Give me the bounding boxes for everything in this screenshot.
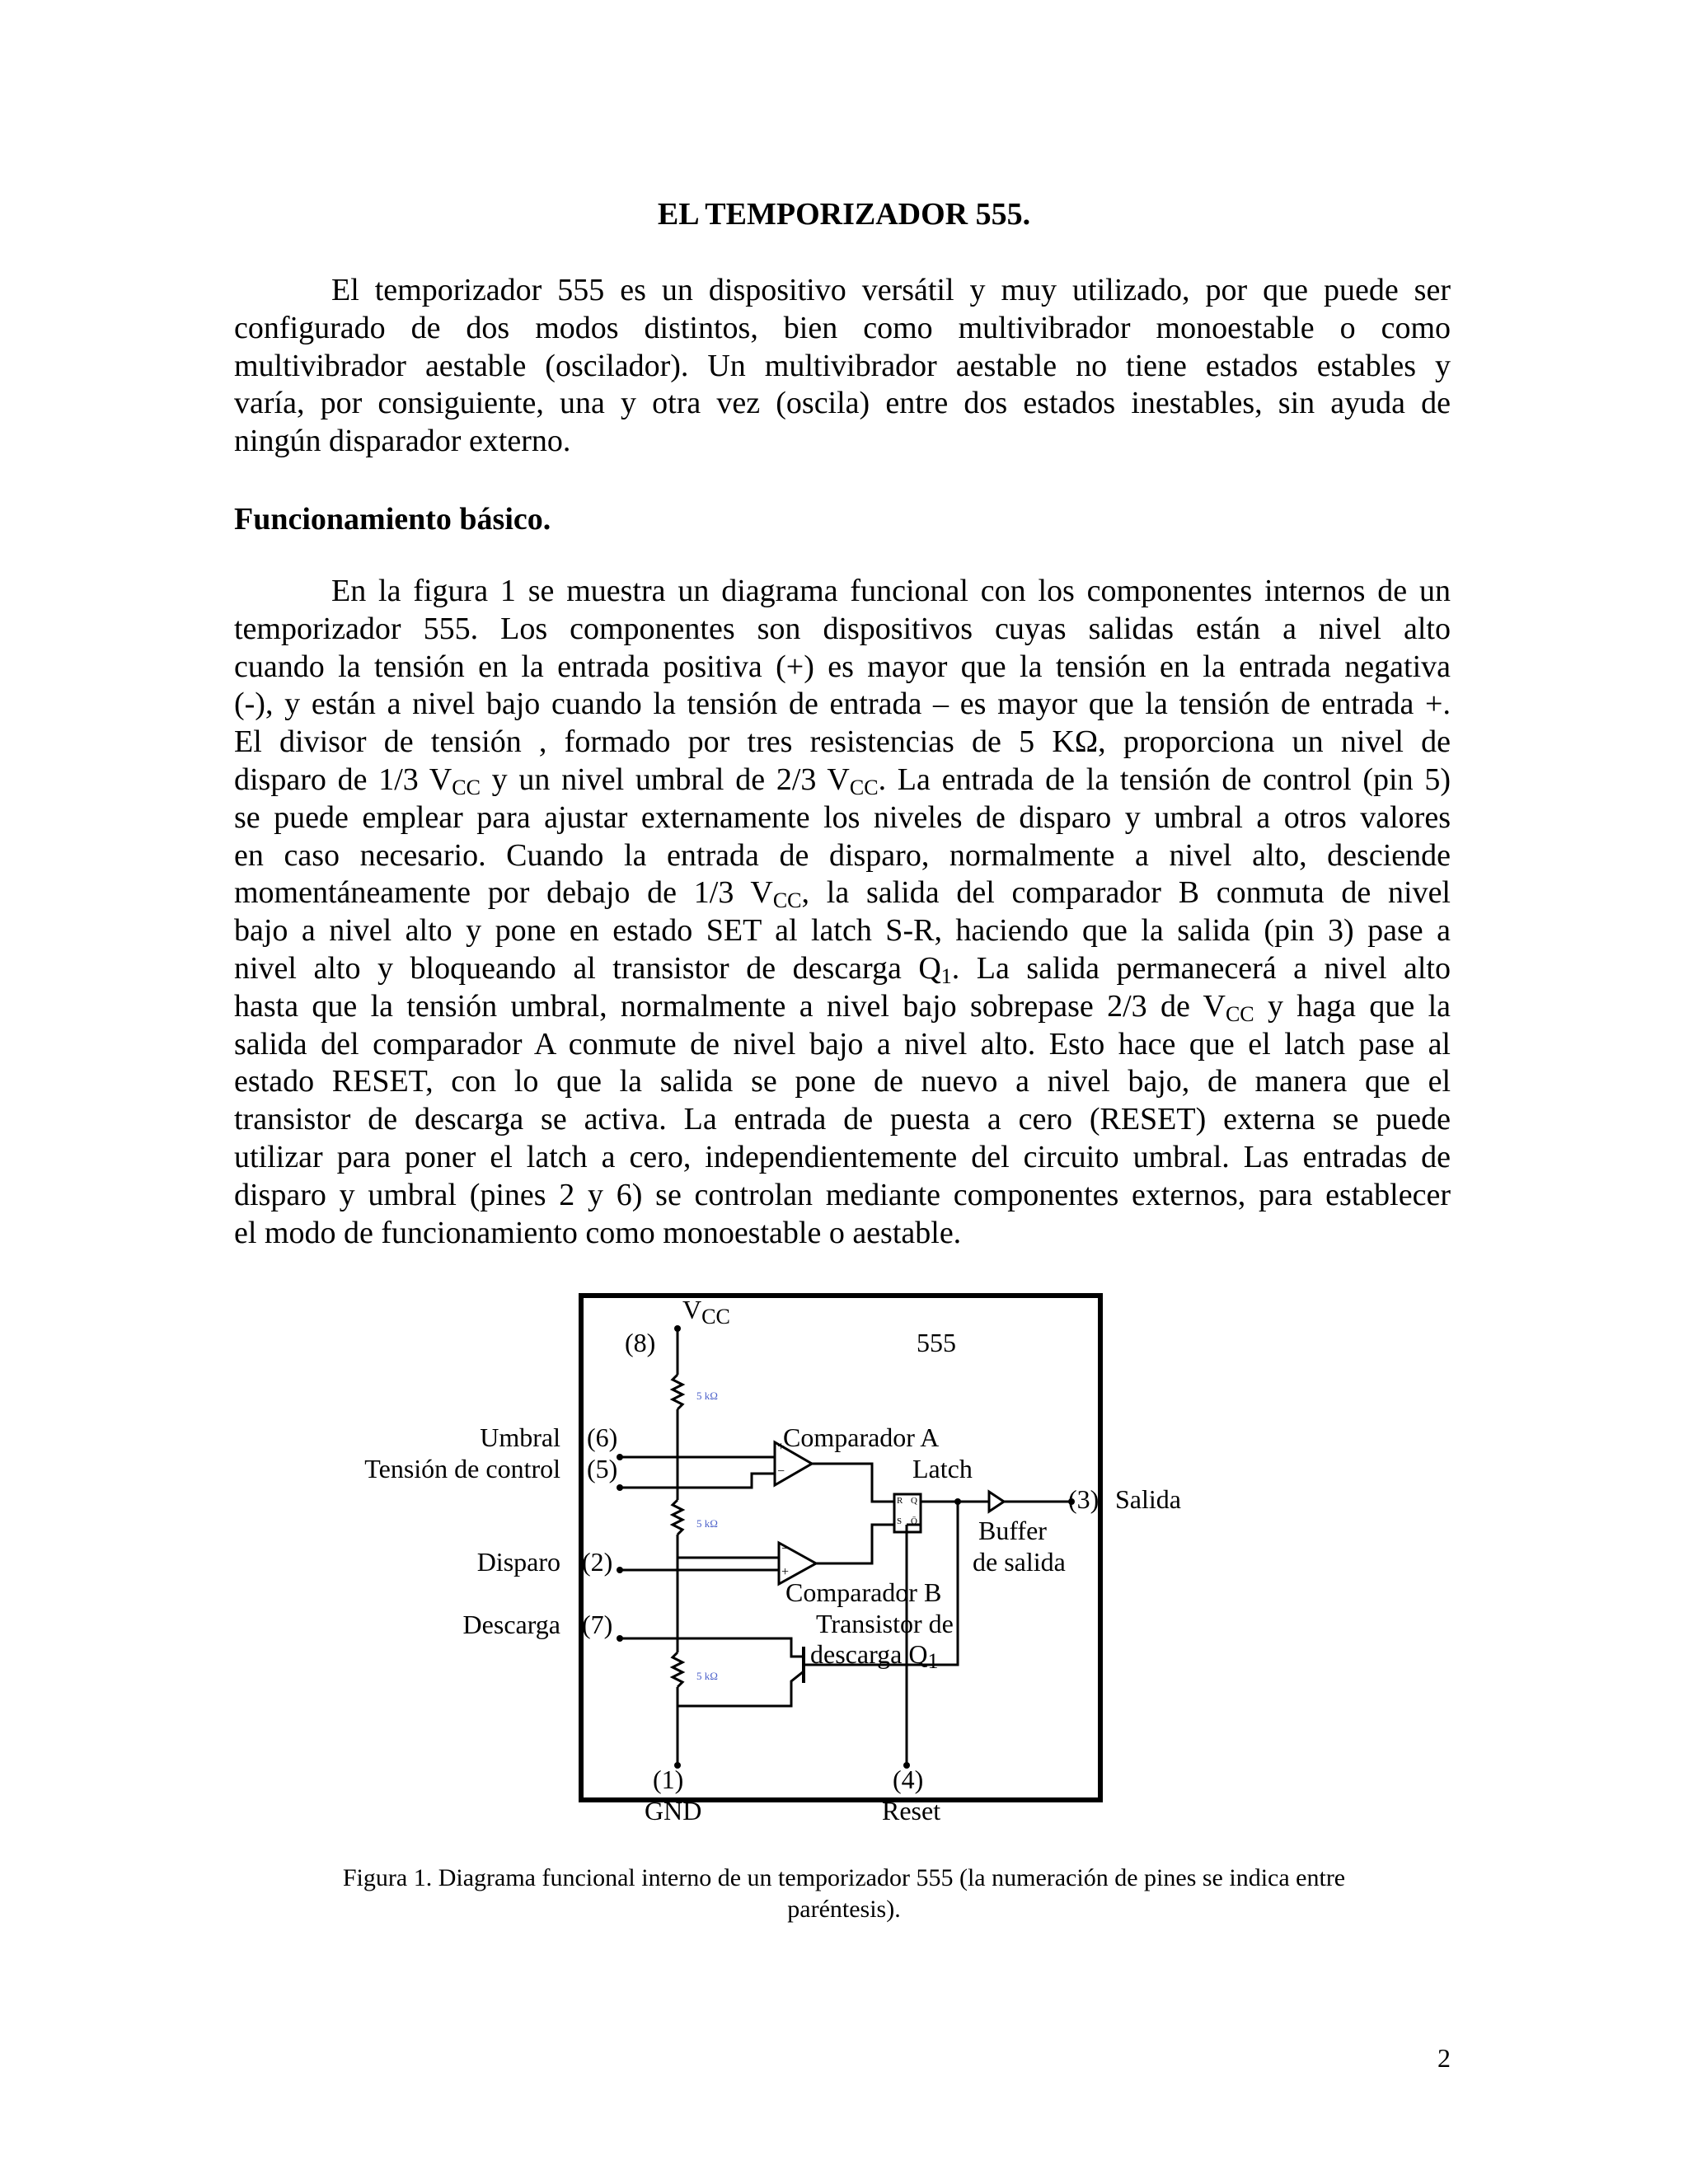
resistor-label: 5 kΩ (696, 1390, 718, 1402)
text-line: se puede emplear para ajustar externamente los niveles de disparo y umbral a otros valores (234, 799, 1451, 835)
comparator-a-label: Comparador A (783, 1422, 940, 1452)
caption-line: Figura 1. Diagrama funcional interno de un temporizador 555 (la numeración de pines se indica entre (342, 1864, 1346, 1891)
body-paragraph (234, 573, 1451, 1252)
intro-paragraph (234, 272, 1451, 461)
pin6-label: (6) (587, 1422, 618, 1452)
pin7-label: (7) (582, 1610, 613, 1639)
pin4-label: (4) (893, 1765, 924, 1794)
resistor-label: 5 kΩ (696, 1670, 718, 1682)
umbral-label: Umbral (480, 1422, 560, 1452)
text-line: temporizador 555. Los componentes son dispositivos cuyas salidas están a nivel alto (234, 611, 1451, 646)
buffer-label: Buffer (978, 1516, 1047, 1545)
resistor-label: 5 kΩ (696, 1517, 718, 1530)
buffer (989, 1492, 1004, 1511)
text-line: configurado de dos modos distintos, bien como multivibrador monoestable o como (234, 310, 1451, 345)
text-line: cuando la tensión en la entrada positiva (+) es mayor que la tensión en la entrada negativa (234, 649, 1451, 684)
text-line: utilizar para poner el latch a cero, independientemente del circuito umbral. Las entradas de (234, 1139, 1451, 1174)
text-line: ningún disparador externo. (234, 424, 571, 459)
text-line: varía, por consiguiente, una y otra vez (oscila) entre dos estados inestables, sin ayuda de (234, 386, 1451, 421)
pin5-label: (5) (587, 1454, 618, 1483)
latch-label: Latch (912, 1454, 973, 1483)
discharge-label: Descarga (462, 1610, 560, 1639)
gnd-label: GND (645, 1796, 702, 1825)
resistor-bottom (673, 1652, 682, 1687)
pin3-label: (3) (1068, 1484, 1100, 1514)
text-line: bajo a nivel alto y pone en estado SET al latch S-R, haciendo que la salida (pin 3) pase a (234, 913, 1451, 949)
comp-a-plus: + (777, 1440, 785, 1454)
latch-r: R (897, 1496, 903, 1506)
caption-line: paréntesis). (787, 1896, 901, 1923)
latch-q: Q (911, 1496, 917, 1506)
text-line: estado RESET, con lo que la salida se pone de nuevo a nivel bajo, de manera que el (234, 1064, 1451, 1099)
text-line: nivel alto y bloqueando al transistor de descarga $Q_1$. La salida permanecerá a nivel alto (234, 950, 1451, 988)
pin1-label: (1) (653, 1765, 684, 1794)
transistor-label: Transistor de (816, 1609, 954, 1638)
text-line: El temporizador 555 es un dispositivo versátil y muy utilizado, por que puede ser (331, 273, 1451, 307)
text-line: multivibrador aestable (oscilador). Un multivibrador aestable no tiene estados estables y (234, 348, 1451, 383)
text-line: salida del comparador A conmute de nivel bajo a nivel alto. Esto hace que el latch pase al (234, 1026, 1451, 1062)
latch-s: S (897, 1516, 903, 1526)
comp-a-minus: − (777, 1465, 785, 1479)
text-line: en caso necesario. Cuando la entrada de disparo, normalmente a nivel alto, desciende (234, 837, 1451, 873)
comp-b-output (816, 1525, 894, 1563)
chip-label: 555 (917, 1328, 956, 1357)
resistor-middle (673, 1500, 682, 1535)
latch-qbar: Q̄ (911, 1516, 917, 1526)
figure-555-diagram (0, 1286, 1688, 1846)
comparator-b-label: Comparador B (785, 1577, 942, 1607)
page-number: 2 (1437, 2043, 1451, 2073)
text-line: hasta que la tensión umbral, normalmente a nivel bajo sobrepase 2/3 de $V_{CC}$ y haga que la (234, 988, 1451, 1026)
buffer-label-2: de salida (973, 1547, 1066, 1577)
comp-b-minus: − (781, 1542, 790, 1556)
section-heading: Funcionamiento básico. (234, 502, 551, 537)
pin2-label: (2) (582, 1547, 613, 1577)
pin5-wire (620, 1474, 775, 1488)
circuit-diagram (0, 1286, 1688, 1846)
pin7-wire (620, 1638, 804, 1657)
pin8-label: (8) (625, 1328, 656, 1357)
text-line: disparo de 1/3 $V_{CC}$ y un nivel umbral de 2/3 $V_{CC}$. La entrada de la tensión de control (pin 5) (234, 762, 1451, 799)
text-line: El divisor de tensión , formado por tres resistencias de 5 KΩ, proporciona un nivel de (234, 724, 1451, 760)
vcc-label: $V_{CC}$ (682, 1295, 730, 1329)
trigger-label: Disparo (476, 1547, 560, 1577)
text-line: el modo de funcionamiento como monoestable o aestable. (234, 1215, 962, 1250)
text-line: disparo y umbral (pines 2 y 6) se controlan mediante componentes externos, para establecer (234, 1177, 1451, 1212)
text-line: transistor de descarga se activa. La entrada de puesta a cero (RESET) externa se puede (234, 1102, 1451, 1137)
comp-a-output (812, 1464, 894, 1502)
resistor-top (673, 1375, 682, 1409)
output-label: Salida (1115, 1484, 1181, 1514)
transistor-label-2: descarga $Q_1$ (810, 1639, 939, 1673)
text-line: (-), y están a nivel bajo cuando la tensión de entrada – es mayor que la tensión de entrada +. (234, 687, 1451, 722)
text-line: momentáneamente por debajo de 1/3 $V_{CC}$, la salida del comparador B conmuta de nivel (234, 875, 1451, 913)
figure-caption (267, 1863, 1421, 1925)
text-line: En la figura 1 se muestra un diagrama funcional con los componentes internos de un (331, 574, 1451, 608)
reset-label: Reset (882, 1796, 941, 1825)
page-title: EL TEMPORIZADOR 555. (657, 197, 1031, 232)
comp-b-plus: + (781, 1565, 790, 1579)
control-voltage-label: Tensión de control (364, 1454, 560, 1483)
